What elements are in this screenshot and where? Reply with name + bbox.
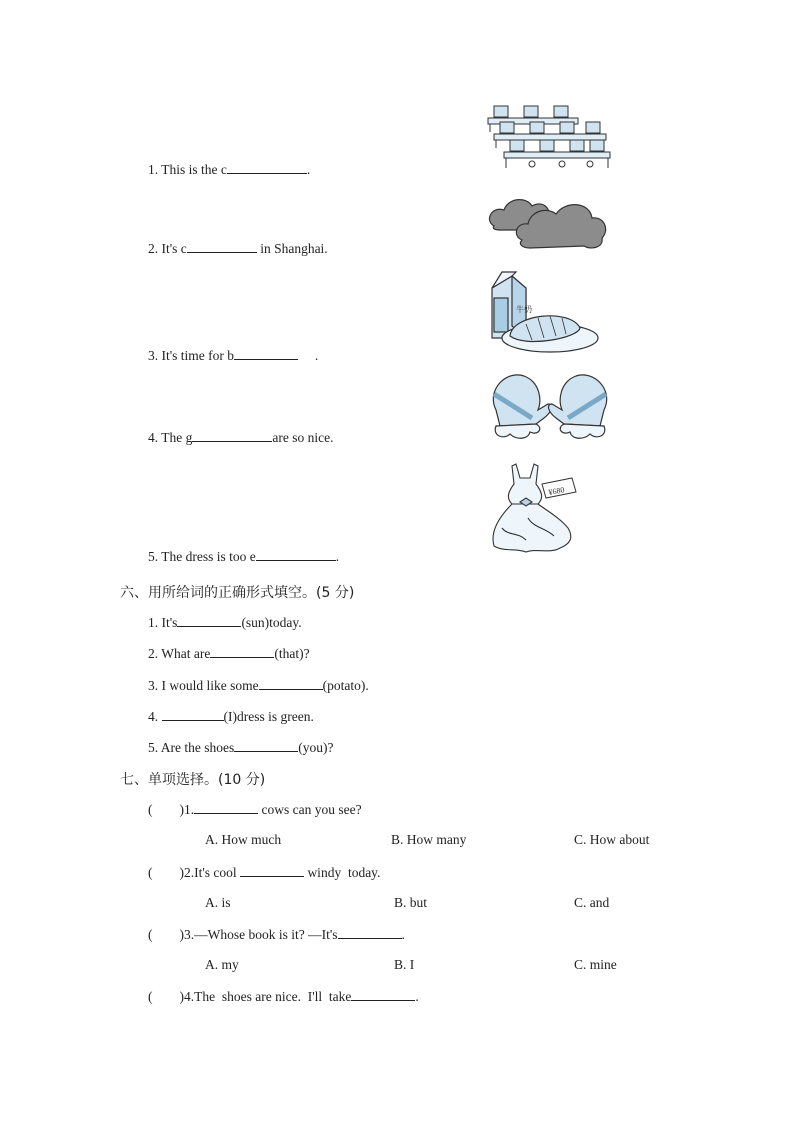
p7-q4-end: . bbox=[415, 989, 419, 1004]
p6-item-1-end: (sun)today. bbox=[241, 615, 302, 630]
p5-item-4-text: The g bbox=[161, 430, 193, 445]
dress-picture bbox=[488, 458, 584, 556]
p5-item-1-end: . bbox=[306, 162, 311, 177]
p7-q4-paren[interactable]: ( ) bbox=[148, 989, 184, 1004]
p6-item-2-end: (that)? bbox=[274, 646, 310, 661]
p5-item-2-end: in Shanghai. bbox=[256, 241, 328, 256]
p6-item-4-end: (I)dress is green. bbox=[223, 709, 314, 724]
part6-heading: 六、用所给词的正确形式填空。(5 分) bbox=[120, 585, 355, 601]
p7-q1-option-b[interactable]: B. How many bbox=[391, 832, 467, 847]
p7-q1-blank[interactable] bbox=[194, 801, 258, 814]
p7-q3-option-b[interactable]: B. I bbox=[394, 957, 415, 972]
price-tag: ¥680 bbox=[547, 485, 566, 497]
p6-item-4-blank[interactable] bbox=[162, 708, 224, 721]
p5-item-4-num: 4. bbox=[148, 430, 159, 445]
p7-q2-paren[interactable]: ( ) bbox=[148, 865, 184, 880]
p6-item-2-blank[interactable] bbox=[210, 645, 274, 658]
p5-item-2-num: 2. bbox=[148, 241, 159, 256]
p7-q3-end: . bbox=[401, 927, 405, 942]
breakfast-picture bbox=[486, 268, 602, 360]
p5-item-4-end: are so nice. bbox=[272, 430, 334, 445]
p6-item-2 bbox=[148, 645, 310, 662]
p7-question-2 bbox=[148, 864, 380, 881]
p7-question-3 bbox=[148, 926, 405, 943]
p6-item-4 bbox=[148, 708, 314, 725]
p6-item-5 bbox=[148, 739, 333, 756]
p7-question-4 bbox=[148, 988, 419, 1005]
p5-item-5-text: The dress is too e bbox=[161, 549, 256, 564]
gloves-icon bbox=[486, 370, 614, 442]
p6-item-2-text: 2. What are bbox=[148, 646, 211, 661]
p5-item-5 bbox=[148, 548, 339, 565]
p5-item-1 bbox=[148, 161, 310, 178]
p7-q1-end: cows can you see? bbox=[258, 802, 362, 817]
p7-q1-option-c[interactable]: C. How about bbox=[574, 832, 650, 847]
p7-q2-option-b[interactable]: B. but bbox=[394, 895, 428, 910]
p5-item-2 bbox=[148, 240, 328, 257]
p6-item-1 bbox=[148, 614, 302, 631]
p5-item-1-num: 1. bbox=[148, 162, 159, 177]
p5-item-2-blank[interactable] bbox=[187, 240, 257, 253]
cloud-icon bbox=[486, 192, 612, 254]
p5-item-1-blank[interactable] bbox=[227, 161, 307, 174]
p5-item-5-blank[interactable] bbox=[256, 548, 336, 561]
p7-q2-end: windy today. bbox=[304, 865, 381, 880]
p7-q2-option-a[interactable]: A. is bbox=[205, 895, 231, 910]
p6-item-5-blank[interactable] bbox=[234, 739, 298, 752]
p7-q1-paren[interactable]: ( ) bbox=[148, 802, 184, 817]
p7-q2-blank[interactable] bbox=[240, 864, 304, 877]
p6-item-5-end: (you)? bbox=[298, 740, 334, 755]
p6-item-3-text: 3. I would like some bbox=[148, 678, 259, 693]
p5-item-5-num: 5. bbox=[148, 549, 159, 564]
computer-room-picture bbox=[486, 100, 614, 172]
p5-item-3 bbox=[148, 347, 318, 364]
p5-item-3-text: It's time for b bbox=[161, 348, 235, 363]
p6-item-3-blank[interactable] bbox=[259, 677, 323, 690]
p7-q4-text: 4.The shoes are nice. I'll take bbox=[184, 989, 352, 1004]
p7-q3-blank[interactable] bbox=[338, 926, 402, 939]
p7-q1-text: 1. bbox=[184, 802, 195, 817]
p7-q3-option-a[interactable]: A. my bbox=[205, 957, 239, 972]
p5-item-1-text: This is the c bbox=[161, 162, 227, 177]
p5-item-4 bbox=[148, 429, 333, 446]
p7-q2-text: 2.It's cool bbox=[184, 865, 241, 880]
p6-item-4-text: 4. bbox=[148, 709, 162, 724]
p6-item-3-end: (potato). bbox=[322, 678, 369, 693]
p6-item-5-text: 5. Are the shoes bbox=[148, 740, 235, 755]
p5-item-2-text: It's c bbox=[161, 241, 187, 256]
p7-q3-option-c[interactable]: C. mine bbox=[574, 957, 617, 972]
p7-q4-blank[interactable] bbox=[351, 988, 415, 1001]
p5-item-3-blank[interactable] bbox=[234, 347, 298, 360]
p7-q1-option-a[interactable]: A. How much bbox=[205, 832, 282, 847]
p5-item-3-num: 3. bbox=[148, 348, 159, 363]
p6-item-3 bbox=[148, 677, 369, 694]
p6-item-1-text: 1. It's bbox=[148, 615, 178, 630]
p7-q2-option-c[interactable]: C. and bbox=[574, 895, 610, 910]
p5-item-4-blank[interactable] bbox=[192, 429, 272, 442]
p7-question-1 bbox=[148, 801, 362, 818]
part7-heading: 七、单项选择。(10 分) bbox=[120, 772, 266, 788]
p6-item-1-blank[interactable] bbox=[177, 614, 241, 627]
p5-item-3-end: . bbox=[298, 348, 319, 363]
p5-item-5-end: . bbox=[335, 549, 340, 564]
p7-q3-paren[interactable]: ( ) bbox=[148, 927, 184, 942]
p7-q3-text: 3.—Whose book is it? —It's bbox=[184, 927, 338, 942]
milk-label: 牛奶 bbox=[516, 305, 532, 314]
